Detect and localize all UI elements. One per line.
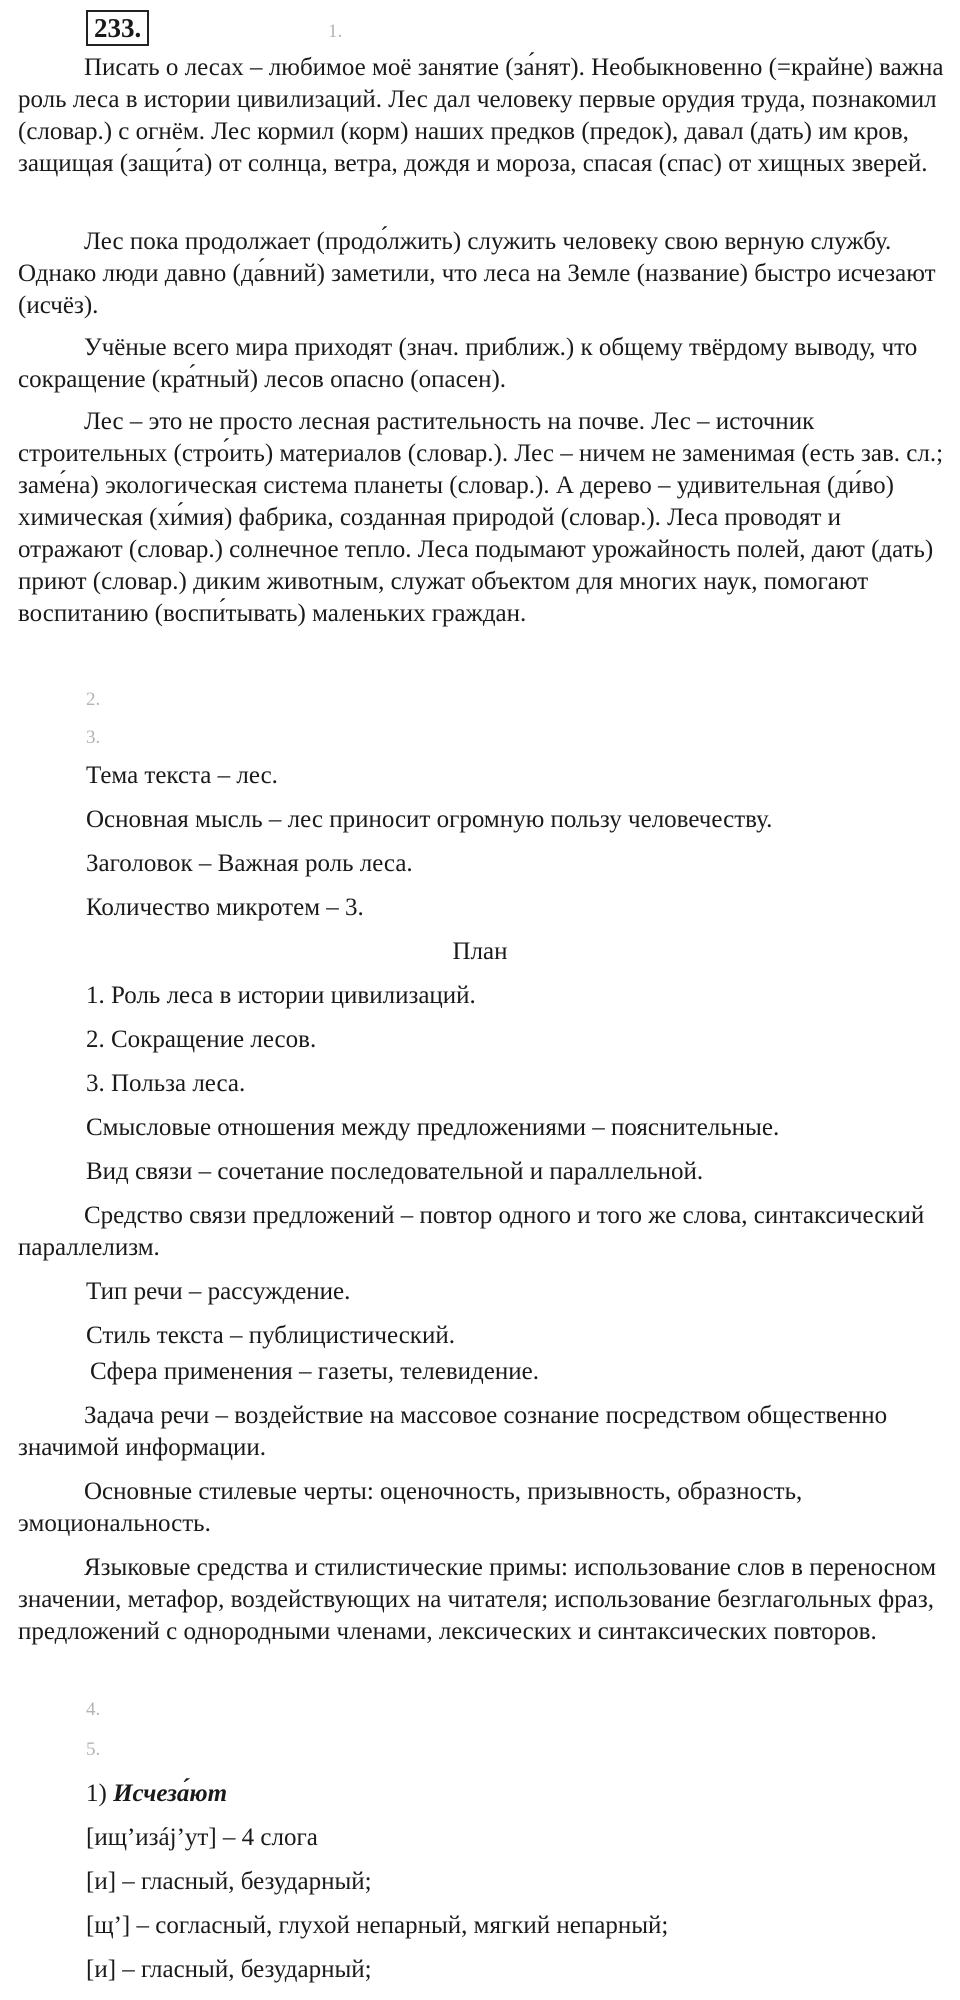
- text-style: Стиль текста – публицистический.: [86, 1322, 455, 1349]
- text-speech-type: Тип речи – рассуждение.: [86, 1278, 351, 1305]
- paragraph-2: Лес пока продолжает (продо́лжить) служить человеку свою верную службу. Однако люди давно (да́вний) заметили, что леса на Земле (название) быстро исчезают (исчёз).: [18, 228, 936, 319]
- text-main-idea: Основная мысль – лес приносит огромную пользу человечеству.: [86, 806, 773, 833]
- word-transcription: [ищ’изáj’ут] – 4 слога: [86, 1824, 318, 1851]
- step-2: 2.: [86, 689, 101, 710]
- text-heading: Заголовок – Важная роль леса.: [86, 850, 413, 877]
- text-relations: Смысловые отношения между предложениями – пояснительные.: [86, 1114, 780, 1141]
- sound-line-3: [и] – гласный, безударный;: [86, 1956, 372, 1983]
- paragraph-4: Лес – это не просто лесная растительность на почве. Лес – источник строительных (стро́ить) материалов (словар.). Лес – ничем не заменимая (есть зав. сл.; заме́на) экологическая система планеты (словар.). А дерево – удивительная (ди́во) химическая (хи́мия) фабрика, созданная природой (словар.). Леса проводят и отражают (словар.) солнечное тепло. Леса подымают урожайность полей, дают (дать) приют (словар.) диким животным, служат объектом для многих наук, помогают воспитанию (воспи́тывать) маленьких граждан.: [18, 408, 944, 627]
- sound-line-2: [щ’] – согласный, глухой непарный, мягкий непарный;: [86, 1912, 669, 1939]
- text-goal: Задача речи – воздействие на массовое сознание посредством общественно значимой информации.: [18, 1402, 888, 1461]
- plan-title: План: [452, 938, 508, 965]
- plan-item-3: 3. Польза леса.: [86, 1070, 246, 1097]
- text-features: Основные стилевые черты: оценочность, призывность, образность, эмоциональность.: [18, 1478, 803, 1537]
- text-link-means: Средство связи предложений – повтор одного и того же слова, синтаксический параллелизм.: [18, 1202, 925, 1261]
- text-sphere: Сфера применения – газеты, телевидение.: [90, 1358, 539, 1385]
- word-heading: [86, 1778, 946, 1810]
- step-1: 1.: [328, 21, 343, 42]
- task-number: 233.: [86, 10, 149, 46]
- word-number: 1): [86, 1780, 114, 1807]
- plan-item-2: 2. Сокращение лесов.: [86, 1026, 317, 1053]
- step-3: 3.: [86, 727, 101, 748]
- word-analyzed: Исчеза́ют: [113, 1780, 228, 1807]
- text-microtopics: Количество микротем – 3.: [86, 894, 364, 921]
- step-5: 5.: [86, 1739, 101, 1760]
- sound-line-1: [и] – гласный, безударный;: [86, 1868, 372, 1895]
- text-theme: Тема текста – лес.: [86, 762, 278, 789]
- text-devices: Языковые средства и стилистические примы: использование слов в переносном значении, метафор, воздействующих на читателя; использование безглагольных фраз, предложений с однородными членами, лексических и синтаксических повторов.: [18, 1554, 937, 1645]
- text-link-type: Вид связи – сочетание последовательной и параллельной.: [86, 1158, 704, 1185]
- paragraph-3: Учёные всего мира приходят (знач. приближ.) к общему твёрдому выводу, что сокращение (кра́тный) лесов опасно (опасен).: [18, 334, 918, 393]
- paragraph-1: Писать о лесах – любимое моё занятие (за́нят). Необыкновенно (=крайне) важна роль леса в истории цивилизаций. Лес дал человеку первые орудия труда, познакомил (словар.) с огнём. Лес кормил (корм) наших предков (предок), давал (дать) им кров, защищая (защи́та) от солнца, ветра, дождя и мороза, спасая (спас) от хищных зверей.: [18, 54, 944, 177]
- step-4: 4.: [86, 1699, 101, 1720]
- plan-item-1: 1. Роль леса в истории цивилизаций.: [86, 982, 476, 1009]
